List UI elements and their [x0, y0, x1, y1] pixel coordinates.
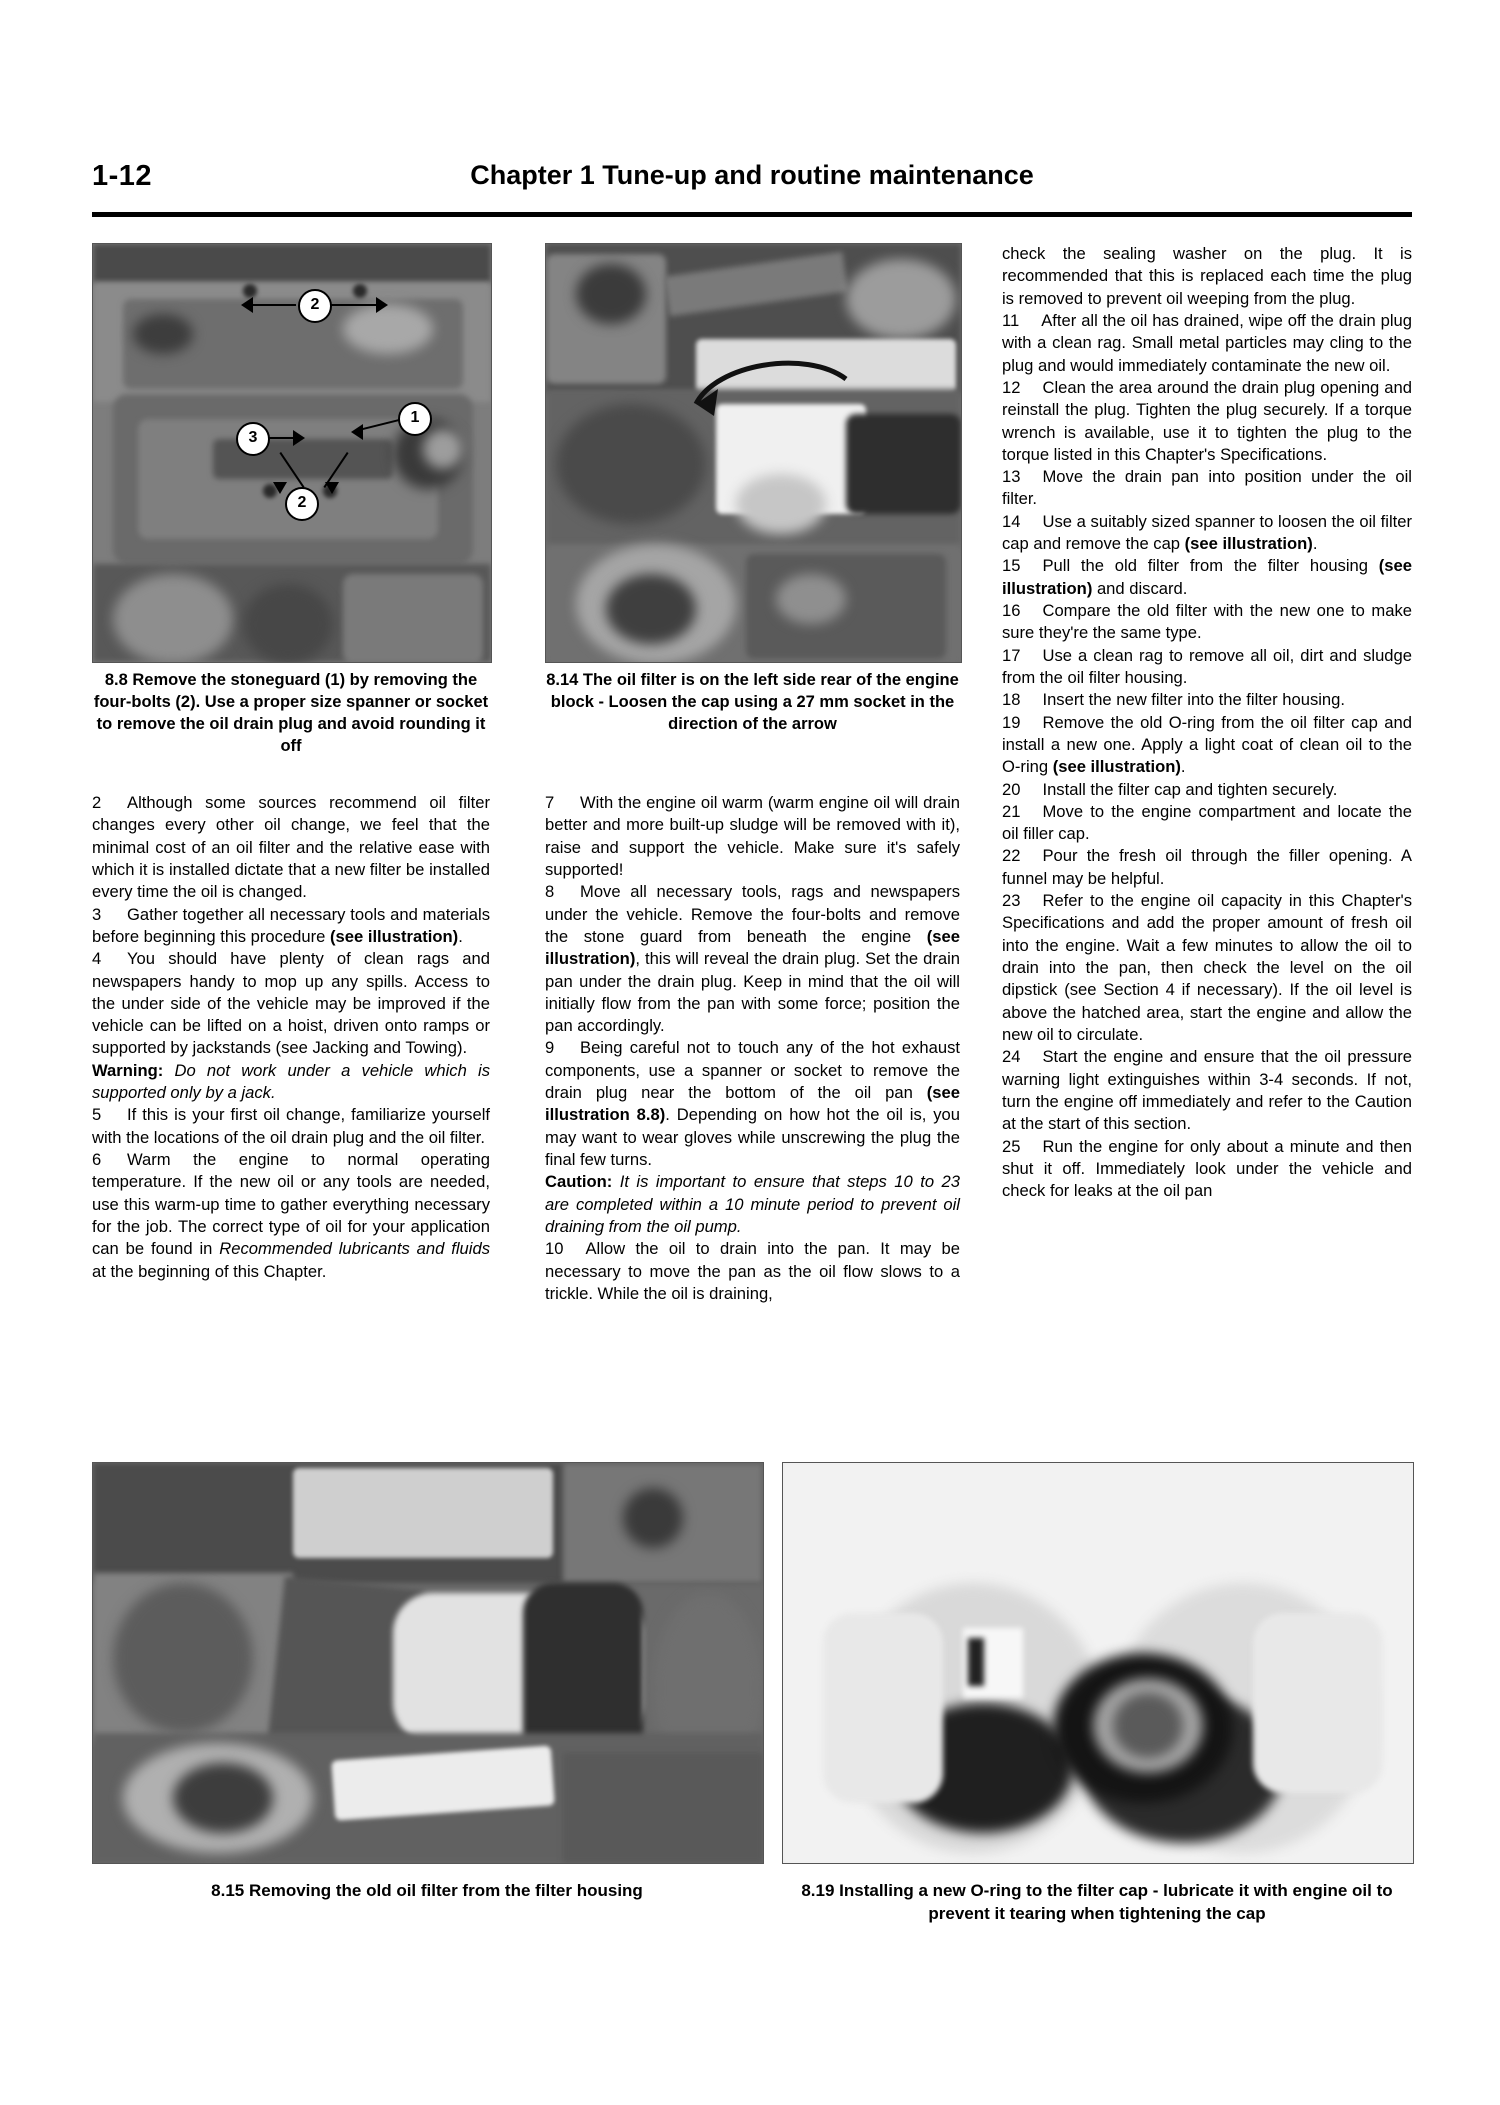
- italic-reference: Recommended lubricants and fluids: [219, 1239, 490, 1259]
- step-text: Remove the old O-ring from the oil filter cap and install a new one. Apply a light coat of clean oil to the O-ring: [1002, 712, 1412, 777]
- figure-8-8-image: [92, 243, 492, 663]
- paragraph: [1002, 801, 1412, 846]
- step-text: Insert the new filter into the filter housing.: [1042, 690, 1346, 710]
- step-text-tail: and discard.: [1092, 578, 1188, 598]
- step-number: 16: [1002, 601, 1021, 620]
- step-number: 12: [1002, 377, 1021, 397]
- paragraph: [1002, 466, 1412, 511]
- paragraph: [1002, 689, 1412, 711]
- step-text: check the sealing washer on the plug. It is recommended that this is replaced each time the plug is removed to prevent oil weeping from the plug.: [1002, 244, 1412, 308]
- step-number: 6: [92, 1150, 102, 1169]
- step-text: Pull the old filter from the filter housing: [1042, 556, 1379, 576]
- step-text: Compare the old filter with the new one to make sure they're the same type.: [1002, 601, 1412, 643]
- step-number: 11: [1002, 310, 1020, 330]
- step-text: Install the filter cap and tighten securely.: [1042, 779, 1338, 799]
- paragraph: [545, 881, 960, 1037]
- step-number: 25: [1002, 1136, 1021, 1156]
- cross-reference: (see illustration): [1184, 534, 1313, 554]
- step-number: 20: [1002, 779, 1021, 799]
- paragraph: [92, 1060, 490, 1105]
- step-text: Clean the area around the drain plug opening and reinstall the plug. Tighten the plug securely. If a torque wrench is available, use it to tighten the plug to the torque listed in this Chapter's Specifications.: [1002, 377, 1412, 464]
- paragraph: [545, 1238, 960, 1305]
- figure-8-19-caption: 8.19 Installing a new O-ring to the filter cap - lubricate it with engine oil to prevent it tearing when tightening the cap: [801, 1881, 1393, 1923]
- paragraph: [92, 792, 490, 904]
- paragraph: [1002, 555, 1412, 600]
- paragraph: [92, 904, 490, 949]
- paragraph: [1002, 890, 1412, 1046]
- step-text: Move all necessary tools, rags and newspapers under the vehicle. Remove the four-bolts and remove the stone guard from beneath the engine: [545, 882, 960, 946]
- text-column-right: [1002, 243, 1412, 1202]
- arrow-head: [376, 297, 388, 313]
- step-text: Being careful not to touch any of the hot exhaust components, use a spanner or socket to remove the drain plug near the bottom of the oil pan: [545, 1038, 960, 1103]
- step-number: 18: [1002, 690, 1021, 710]
- step-number: 19: [1002, 712, 1021, 732]
- page-header: [92, 160, 1412, 206]
- caution-label: Caution:: [545, 1172, 620, 1192]
- step-number: 2: [92, 793, 102, 812]
- step-number: 9: [545, 1038, 555, 1058]
- figure-8-14-image: [545, 243, 962, 663]
- step-number: 23: [1002, 891, 1021, 911]
- step-number: 3: [92, 904, 102, 924]
- paragraph: [1002, 1046, 1412, 1135]
- step-text: Although some sources recommend oil filter changes every other oil change, we feel that the minimal cost of an oil filter and the relative ease with which it is installed dictate that a new filter be installed every time the oil is changed.: [92, 793, 490, 902]
- step-text: Refer to the engine oil capacity in this Chapter's Specifications and add the proper amount of fresh oil into the engine. Wait a few minutes to allow the oil to drain into the pan, then check the level on the oil dipstick (see Section 4 if necessary). If the oil level is above the hatched area, start the engine and allow the new oil to circulate.: [1002, 891, 1412, 1044]
- figure-8-14-caption: 8.14 The oil filter is on the left side rear of the engine block - Loosen the cap using a 27 mm socket in the direction of the arrow: [546, 671, 959, 733]
- step-text: Pour the fresh oil through the filler opening. A funnel may be helpful.: [1002, 846, 1412, 888]
- step-number: 14: [1002, 511, 1021, 531]
- paragraph: [92, 1149, 490, 1283]
- step-text: Use a suitably sized spanner to loosen the oil filter cap and remove the cap: [1002, 511, 1412, 554]
- cross-reference: (see illustration): [545, 926, 960, 969]
- step-text-tail: .: [1180, 757, 1186, 777]
- leader-line: [330, 304, 378, 306]
- paragraph: [1002, 377, 1412, 466]
- figure-8-15-caption: 8.15 Removing the old oil filter from the filter housing: [211, 1881, 643, 1900]
- paragraph: [1002, 243, 1412, 310]
- cross-reference: (see illustration): [330, 926, 459, 946]
- step-number: 7: [545, 793, 555, 812]
- step-text: Use a clean rag to remove all oil, dirt and sludge from the oil filter housing.: [1002, 645, 1412, 687]
- arrow-head: [241, 297, 253, 313]
- step-text: With the engine oil warm (warm engine oil will drain better and more built-up sludge will be removed with it), raise and support the vehicle. Make sure it's safely supported!: [545, 793, 960, 879]
- step-text: Gather together all necessary tools and materials before beginning this procedure: [92, 904, 490, 946]
- arrow-head: [293, 430, 305, 446]
- step-text: Move to the engine compartment and locate the oil filler cap.: [1002, 801, 1412, 844]
- cross-reference: (see illustration): [1002, 556, 1412, 598]
- cross-reference: (see illustration): [1052, 757, 1181, 777]
- step-text: If this is your first oil change, familiarize yourself with the locations of the oil drain plug and the oil filter.: [92, 1105, 490, 1147]
- direction-arrow-icon: [546, 244, 961, 662]
- paragraph: [92, 948, 490, 1060]
- leader-line: [248, 304, 296, 306]
- paragraph: [545, 1037, 960, 1171]
- figure-8-19-image: [782, 1462, 1414, 1864]
- paragraph: [1002, 845, 1412, 890]
- paragraph: [1002, 645, 1412, 690]
- paragraph: [1002, 712, 1412, 779]
- figure-8-15-image: [92, 1462, 764, 1864]
- step-text-tail: . Depending on how hot the oil is, you may want to wear gloves while unscrewing the plug the final few turns.: [545, 1105, 960, 1169]
- header-divider: [92, 212, 1412, 217]
- step-number: 5: [92, 1105, 102, 1125]
- step-number: 13: [1002, 467, 1021, 487]
- figure-callout-2b: 2: [285, 487, 319, 521]
- figure-callout-1: 1: [398, 402, 432, 436]
- warning-text: Do not work under a vehicle which is supported only by a jack.: [92, 1060, 490, 1103]
- step-text: Allow the oil to drain into the pan. It may be necessary to move the pan as the oil flow slows to a trickle. While the oil is draining,: [545, 1239, 960, 1303]
- paragraph: [545, 1171, 960, 1238]
- step-number: 10: [545, 1239, 564, 1259]
- step-number: 4: [92, 949, 102, 969]
- caution-text: It is important to ensure that steps 10 to 23 are completed within a 10 minute period to prevent oil draining from the oil pump.: [545, 1172, 960, 1236]
- step-number: 22: [1002, 846, 1021, 866]
- step-text: Start the engine and ensure that the oil pressure warning light extinguishes within 3-4 seconds. If not, turn the engine off immediately and refer to the Caution at the start of this section.: [1002, 1047, 1412, 1134]
- step-text-tail: at the beginning of this Chapter.: [92, 1261, 327, 1281]
- step-text: Move the drain pan into position under the oil filter.: [1002, 467, 1412, 509]
- arrow-head: [325, 482, 339, 494]
- paragraph: [1002, 779, 1412, 801]
- step-text-tail: .: [458, 926, 463, 946]
- step-number: 17: [1002, 645, 1021, 665]
- step-text-tail: .: [1312, 534, 1318, 554]
- paragraph: [1002, 310, 1412, 377]
- figure-callout-3: 3: [236, 422, 270, 456]
- arrow-head: [351, 424, 363, 440]
- text-column-middle: [545, 792, 960, 1305]
- step-number: 15: [1002, 556, 1021, 576]
- text-column-left: [92, 792, 490, 1283]
- step-number: 21: [1002, 801, 1021, 821]
- step-text: Warm the engine to normal operating temperature. If the new oil or any tools are needed, use this warm-up time to gather everything necessary for the job. The correct type of oil for your application can be found in: [92, 1150, 490, 1259]
- paragraph: [1002, 1136, 1412, 1203]
- warning-label: Warning:: [92, 1060, 175, 1080]
- page-title: Chapter 1 Tune-up and routine maintenance: [470, 160, 1034, 190]
- cross-reference: (see illustration 8.8): [545, 1083, 960, 1125]
- arrow-head: [273, 482, 287, 494]
- figure-callout-2a: 2: [298, 289, 332, 323]
- paragraph: [1002, 511, 1412, 556]
- step-text-tail: , this will reveal the drain plug. Set the drain pan under the drain plug. Keep in mind that the oil will initially flow from the pan with some force; position the pan accordingly.: [545, 949, 960, 1036]
- paragraph: [1002, 600, 1412, 645]
- step-text: You should have plenty of clean rags and newspapers handy to mop up any spills. Access to the under side of the vehicle may be improved if the vehicle can be lifted on a hoist, driven onto ramps or supported by jackstands (see Jacking and Towing).: [92, 949, 490, 1058]
- step-number: 24: [1002, 1047, 1021, 1067]
- page-number: 1-12: [92, 160, 153, 192]
- step-text: After all the oil has drained, wipe off the drain plug with a clean rag. Small metal particles may cling to the plug and would immediately contaminate the new oil.: [1002, 310, 1412, 375]
- step-text: Run the engine for only about a minute and then shut it off. Immediately look under the vehicle and check for leaks at the oil pan: [1002, 1136, 1412, 1201]
- paragraph: [545, 792, 960, 881]
- paragraph: [92, 1104, 490, 1149]
- figure-8-8-caption: 8.8 Remove the stoneguard (1) by removing the four-bolts (2). Use a proper size spanner or socket to remove the oil drain plug and avoid rounding it off: [93, 671, 489, 755]
- step-number: 8: [545, 882, 555, 902]
